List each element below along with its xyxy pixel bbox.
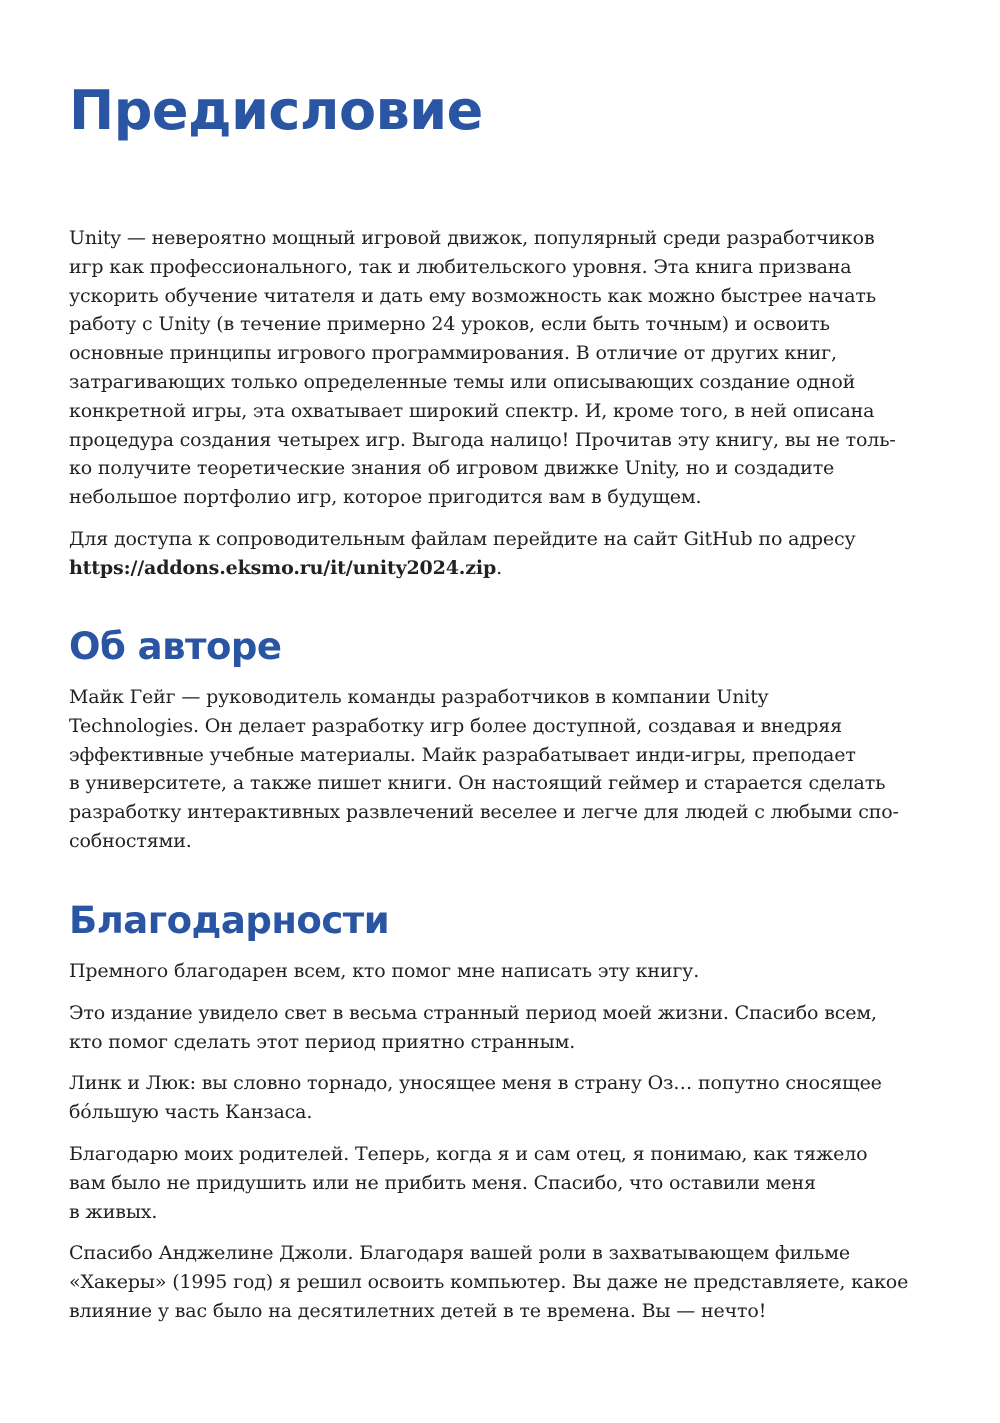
text-line: Спасибо Анджелине Джоли. Благодаря вашей роли в захватывающем фильме bbox=[69, 1242, 850, 1265]
text-line: бóльшую часть Канзаса. bbox=[69, 1101, 313, 1124]
preface-paragraph bbox=[69, 224, 909, 512]
text-line: Это издание увидело свет в весьма странный период моей жизни. Спасибо всем, bbox=[69, 1001, 877, 1024]
about-section bbox=[69, 683, 909, 856]
text-line: собностями. bbox=[69, 829, 192, 852]
text-line: Technologies. Он делает разработку игр более доступной, создавая и внедряя bbox=[69, 714, 842, 737]
thanks-heading: Благодарности bbox=[69, 899, 390, 942]
text-line: затрагивающих только определенные темы или описывающих создание одной bbox=[69, 370, 856, 393]
preface-section bbox=[69, 224, 909, 583]
text-line: влияние у вас было на десятилетних детей в те времена. Вы — нечто! bbox=[69, 1299, 767, 1322]
text-line: кто помог сделать этот период приятно странным. bbox=[69, 1030, 576, 1053]
text-line: Майк Гейг — руководитель команды разработчиков в компании Unity bbox=[69, 686, 769, 708]
text-line: Премного благодарен всем, кто помог мне написать эту книгу. bbox=[69, 960, 700, 982]
download-url-link[interactable]: https://addons.eksmo.ru/it/unity2024.zip bbox=[69, 556, 497, 579]
thanks-paragraph bbox=[69, 1140, 909, 1226]
text-line: Unity — невероятно мощный игровой движок, популярный среди разработчиков bbox=[69, 227, 875, 249]
text-line: процедура создания четырех игр. Выгода налицо! Прочитав эту книгу, вы не толь- bbox=[69, 428, 896, 451]
text-line: Благодарю моих родителей. Теперь, когда я и сам отец, я понимаю, как тяжело bbox=[69, 1142, 868, 1165]
text-line: небольшое портфолио игр, которое пригодится вам в будущем. bbox=[69, 486, 702, 509]
text-line: Для доступа к сопроводительным файлам перейдите на сайт GitHub по адресу bbox=[69, 527, 856, 550]
text-line: вам было не придушить или не прибить меня. Спасибо, что оставили меня bbox=[69, 1171, 816, 1194]
text-line: «Хакеры» (1995 год) я решил освоить компьютер. Вы даже не представляете, какое bbox=[69, 1271, 909, 1294]
text-line: разработку интерактивных развлечений веселее и легче для людей с любыми спо- bbox=[69, 801, 899, 824]
text-line: работу с Unity (в течение примерно 24 уроков, если быть точным) и освоить bbox=[69, 313, 830, 336]
text-line: ко получите теоретические знания об игровом движке Unity, но и создадите bbox=[69, 457, 835, 480]
text-line: основные принципы игрового программирования. В отличие от других книг, bbox=[69, 342, 837, 365]
about-heading: Об авторе bbox=[69, 625, 282, 668]
files-paragraph bbox=[69, 525, 909, 583]
thanks-section bbox=[69, 957, 909, 1326]
preface-heading: Предисловие bbox=[69, 79, 483, 142]
about-paragraph bbox=[69, 683, 909, 856]
text-line: Линк и Люк: вы словно торнадо, уносящее меня в страну Оз… попутно сносящее bbox=[69, 1072, 882, 1095]
thanks-paragraph bbox=[69, 957, 909, 986]
text-line: эффективные учебные материалы. Майк разрабатывает инди-игры, преподает bbox=[69, 743, 856, 766]
text-line: ускорить обучение читателя и дать ему возможность как можно быстрее начать bbox=[69, 284, 876, 307]
text-line: в университете, а также пишет книги. Он настоящий геймер и старается сделать bbox=[69, 772, 886, 795]
text-line: конкретной игры, эта охватывает широкий спектр. И, кроме того, в ней описана bbox=[69, 399, 875, 422]
thanks-paragraph bbox=[69, 1239, 909, 1325]
thanks-paragraph bbox=[69, 999, 909, 1057]
text-line: в живых. bbox=[69, 1200, 158, 1223]
text-line: игр как профессионального, так и любительского уровня. Эта книга призвана bbox=[69, 255, 852, 278]
punctuation: . bbox=[496, 556, 502, 579]
thanks-paragraph bbox=[69, 1069, 909, 1127]
